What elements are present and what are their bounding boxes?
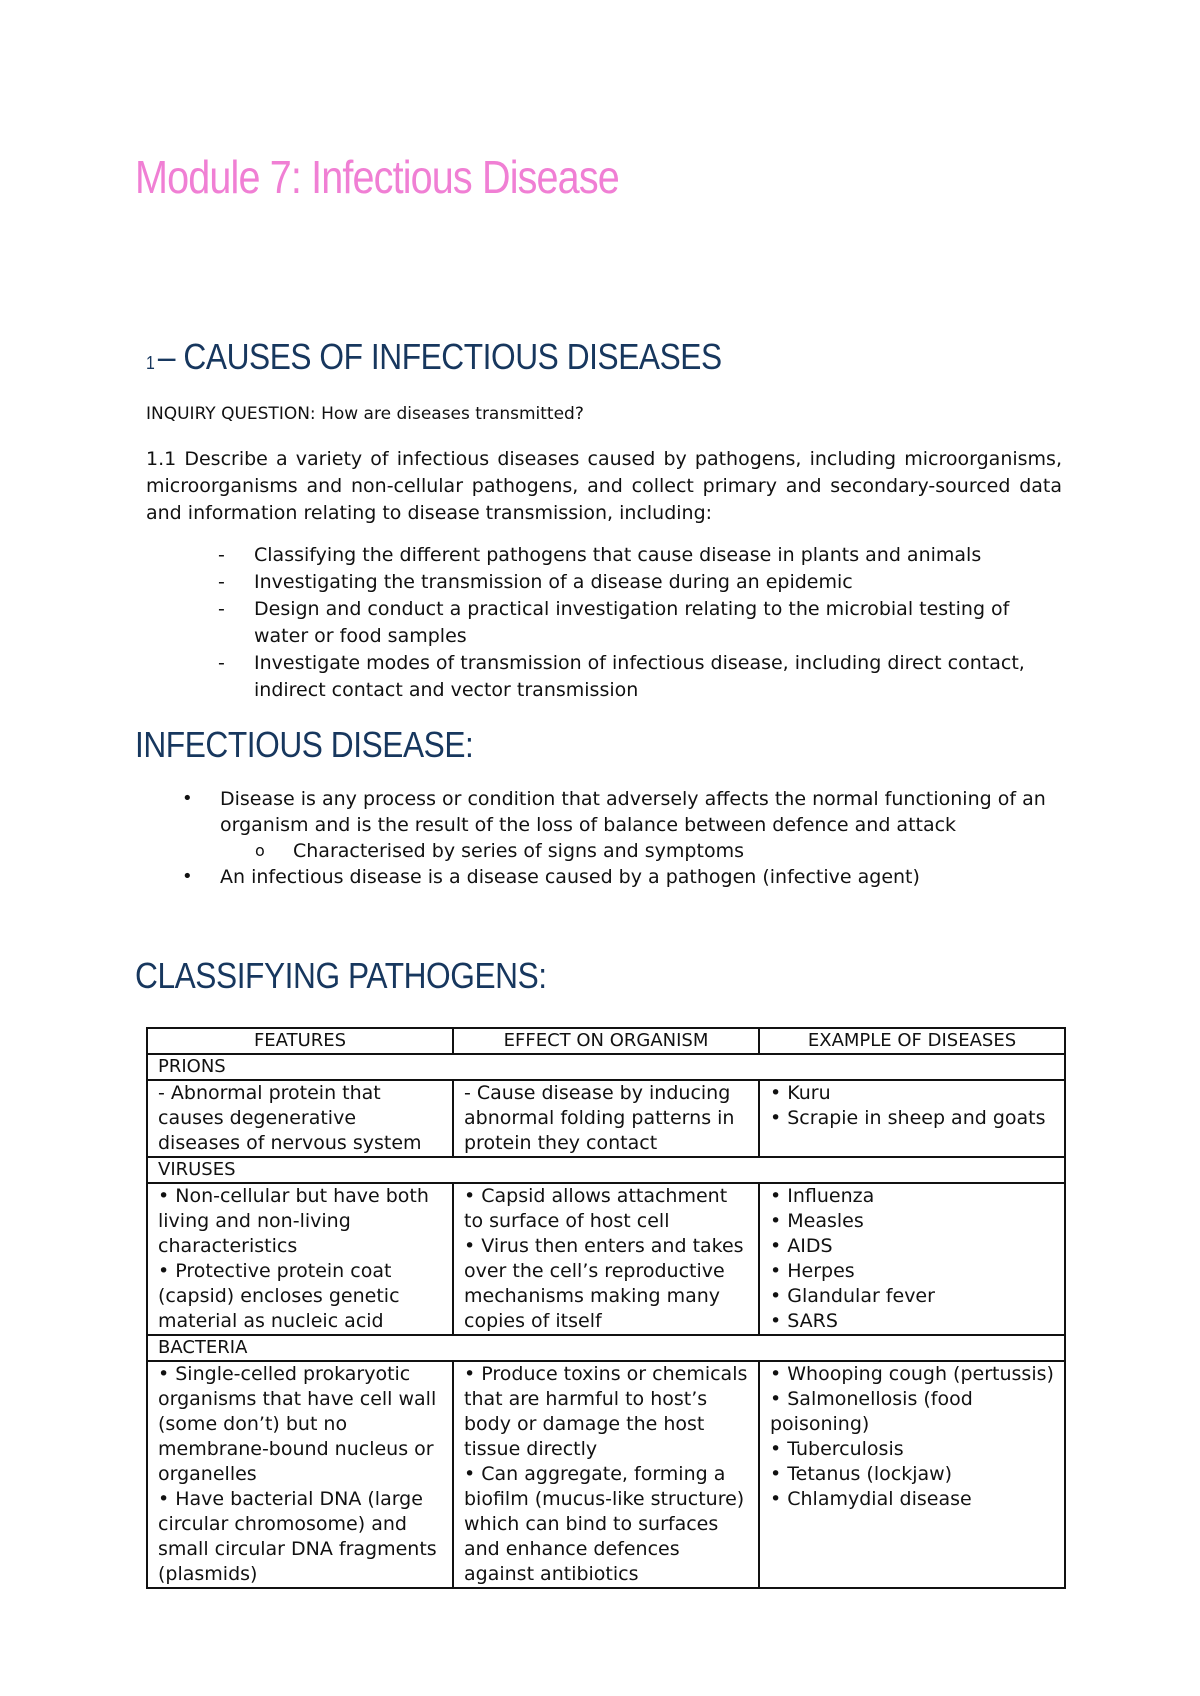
group-row-prions [147, 1054, 1065, 1080]
features-cell: • Single-celled prokaryotic organisms that have cell wall (some don’t) but no membrane-bound nucleus or organelles • Have bacterial DNA (large circular chromosome) and small circular DNA fragments (plasmids) [147, 1361, 453, 1588]
section-number: 1 [146, 353, 155, 373]
inquiry-question: INQUIRY QUESTION: How are diseases transmitted? [146, 404, 584, 424]
infectious-disease-bullets [180, 786, 1060, 890]
section-title-text: – CAUSES OF INFECTIOUS DISEASES [157, 336, 722, 377]
group-name: BACTERIA [147, 1335, 1065, 1361]
list-item: - Design and conduct a practical investigation relating to the microbial testing of water or food samples [218, 598, 1010, 647]
list-item: • Disease is any process or condition that adversely affects the normal functioning of an organism and is the result of the loss of balance between defence and attack [182, 788, 1046, 836]
features-cell: - Abnormal protein that causes degenerative diseases of nervous system [147, 1080, 453, 1157]
sub-bullet-icon: o [255, 841, 265, 860]
group-row-bacteria [147, 1335, 1065, 1361]
header-features: FEATURES [147, 1028, 453, 1054]
group-name: VIRUSES [147, 1157, 1065, 1183]
list-item: - Investigate modes of transmission of infectious disease, including direct contact, indirect contact and vector transmission [218, 652, 1025, 701]
effects-cell: • Produce toxins or chemicals that are harmful to host’s body or damage the host tissue directly • Can aggregate, forming a biofilm (mucus-like structure) which can bind to surfaces and enhance defences against antibiotics [453, 1361, 759, 1588]
table-header-row [147, 1028, 1065, 1054]
syllabus-description: 1.1 Describe a variety of infectious diseases caused by pathogens, including microorganisms, microorganisms and non-cellular pathogens, and collect primary and secondary-sourced data and information relating to disease transmission, including: [146, 448, 1062, 524]
bullet-icon: • [182, 866, 193, 887]
table-row [147, 1361, 1065, 1588]
list-item: • An infectious disease is a disease caused by a pathogen (infective agent) [182, 866, 920, 888]
pathogens-table [146, 1027, 1066, 1589]
examples-cell: • Whooping cough (pertussis) • Salmonellosis (food poisoning) • Tuberculosis • Tetanus (lockjaw) • Chlamydial disease [759, 1361, 1065, 1588]
dash-marker: - [218, 598, 225, 620]
header-examples: EXAMPLE OF DISEASES [759, 1028, 1065, 1054]
module-title: Module 7: Infectious Disease [135, 151, 619, 203]
list-item: - Classifying the different pathogens that cause disease in plants and animals [218, 542, 1068, 569]
section-title [146, 336, 722, 378]
group-row-viruses [147, 1157, 1065, 1183]
effects-cell: • Capsid allows attachment to surface of host cell • Virus then enters and takes over the cell’s reproductive mechanisms making many copies of itself [453, 1183, 759, 1335]
effects-cell: - Cause disease by inducing abnormal folding patterns in protein they contact [453, 1080, 759, 1157]
table-row [147, 1183, 1065, 1335]
features-cell: • Non-cellular but have both living and non-living characteristics • Protective protein coat (capsid) encloses genetic material as nucleic acid [147, 1183, 453, 1335]
table-row [147, 1080, 1065, 1157]
dash-marker: - [218, 571, 225, 593]
examples-cell: • Kuru • Scrapie in sheep and goats [759, 1080, 1065, 1157]
list-item: o Characterised by series of signs and symptoms [255, 840, 744, 862]
group-name: PRIONS [147, 1054, 1065, 1080]
classifying-pathogens-heading: CLASSIFYING PATHOGENS: [135, 955, 547, 996]
syllabus-dash-list [218, 542, 1068, 704]
list-item: - Investigating the transmission of a disease during an epidemic [218, 569, 1068, 596]
dash-marker: - [218, 652, 225, 674]
examples-cell: • Influenza • Measles • AIDS • Herpes • Glandular fever • SARS [759, 1183, 1065, 1335]
dash-marker: - [218, 544, 225, 566]
header-effect: EFFECT ON ORGANISM [453, 1028, 759, 1054]
bullet-icon: • [182, 788, 193, 809]
infectious-disease-heading: INFECTIOUS DISEASE: [135, 724, 474, 765]
